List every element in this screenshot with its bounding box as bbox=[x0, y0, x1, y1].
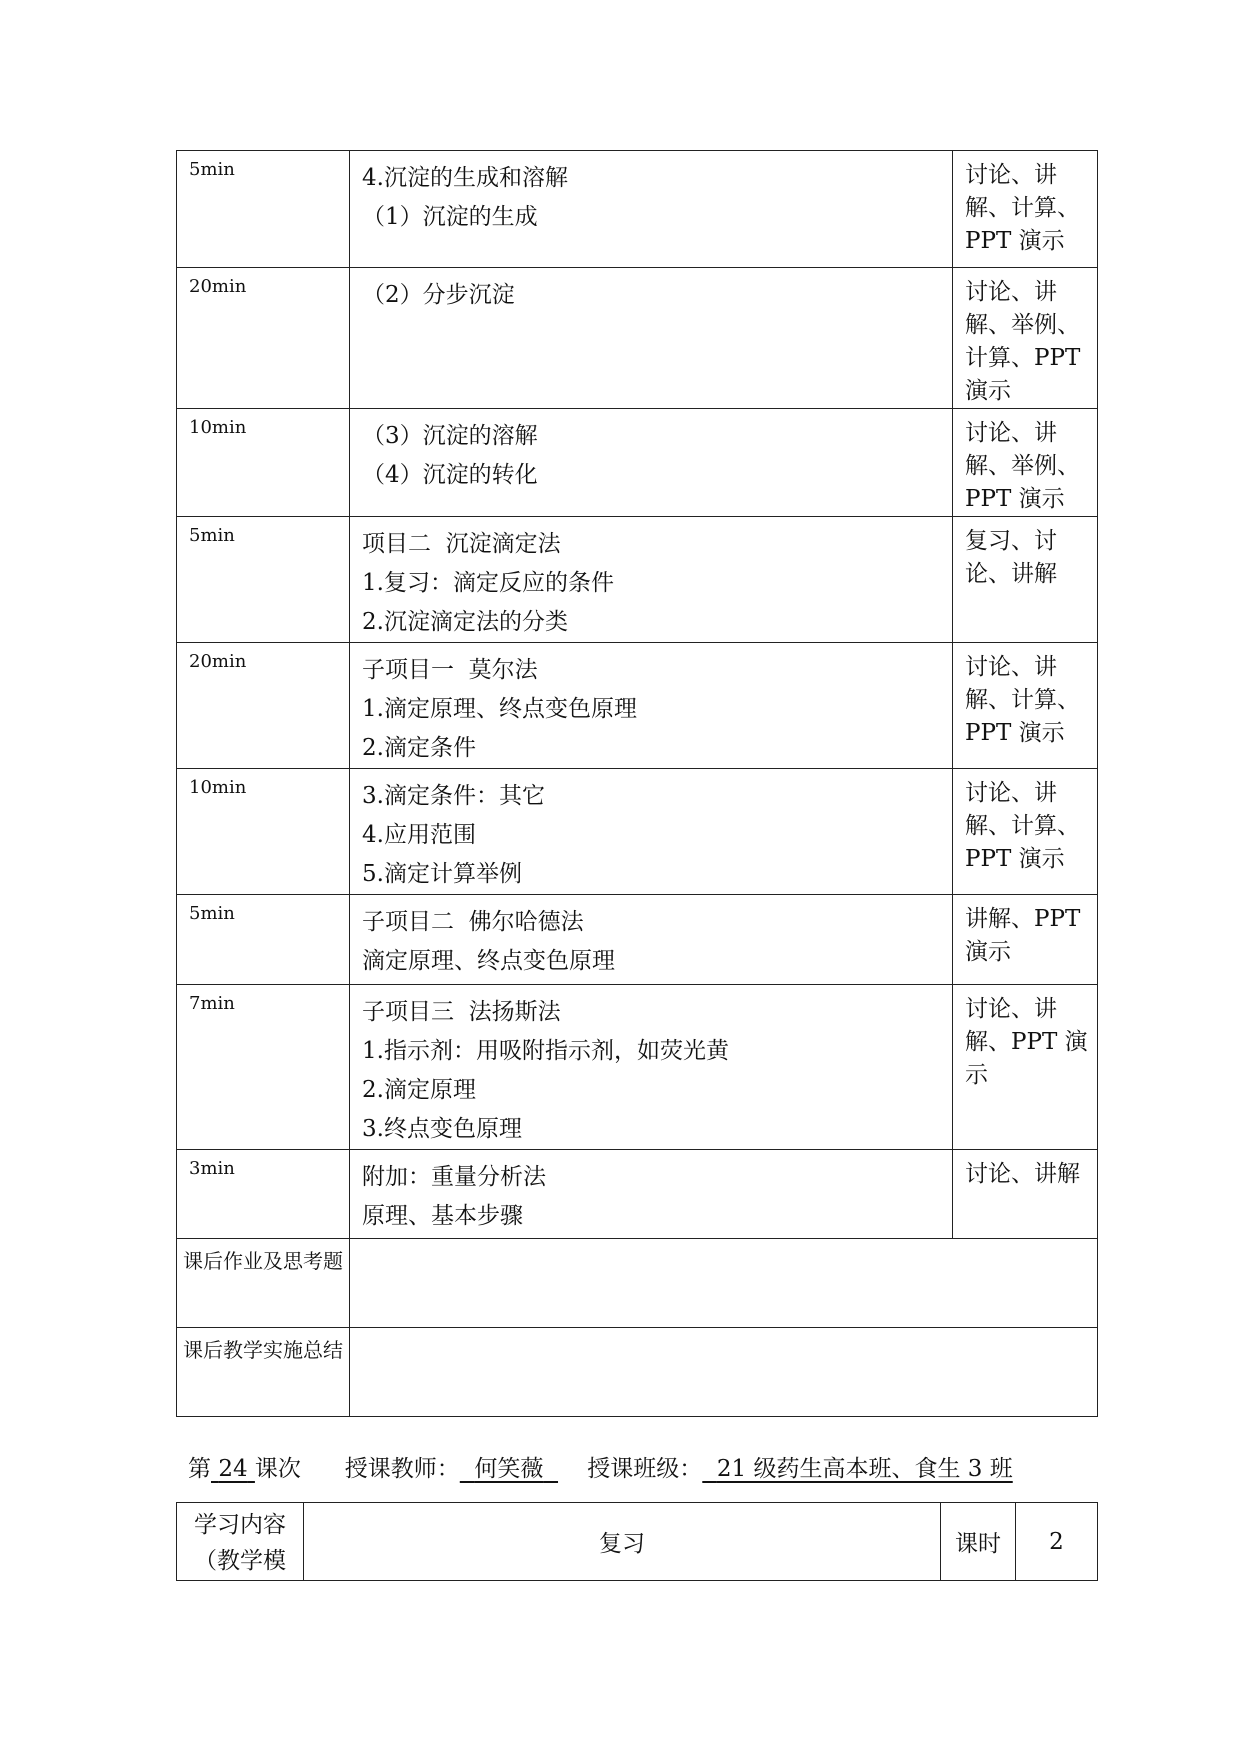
time-cell: 10min bbox=[177, 409, 350, 517]
table-row bbox=[177, 1503, 1098, 1581]
content-line: （1）沉淀的生成 bbox=[362, 204, 538, 230]
time-cell: 5min bbox=[177, 895, 350, 985]
class-label: 授课班级： bbox=[587, 1456, 703, 1482]
class-name: 21 级药生高本班、食生 3 班 bbox=[716, 1456, 1013, 1482]
homework-value[interactable] bbox=[350, 1239, 1098, 1328]
content-line: 1.指示剂：用吸附指示剂，如荧光黄 bbox=[362, 1038, 729, 1064]
table-row bbox=[177, 895, 1098, 985]
content-cell bbox=[350, 985, 953, 1150]
content-cell bbox=[350, 268, 953, 409]
lesson-header bbox=[188, 1450, 1013, 1483]
time-cell: 10min bbox=[177, 769, 350, 895]
time-cell: 5min bbox=[177, 517, 350, 643]
method-cell: 讨论、讲解、计算、PPT 演示 bbox=[953, 769, 1098, 895]
content-cell bbox=[350, 1150, 953, 1239]
content-cell bbox=[350, 643, 953, 769]
content-line: 2.滴定原理 bbox=[362, 1077, 476, 1103]
method-cell: 讨论、讲解、PPT 演示 bbox=[953, 985, 1098, 1150]
method-cell: 讨论、讲解、举例、PPT 演示 bbox=[953, 409, 1098, 517]
reflection-label: 课后教学实施总结 bbox=[177, 1328, 350, 1417]
content-line: 滴定原理、终点变色原理 bbox=[362, 948, 615, 974]
lesson-prefix: 第 bbox=[188, 1456, 211, 1482]
content-line: （4）沉淀的转化 bbox=[362, 462, 538, 488]
method-cell: 讨论、讲解、计算、PPT 演示 bbox=[953, 643, 1098, 769]
homework-row bbox=[177, 1239, 1098, 1328]
content-line: 子项目二 佛尔哈德法 bbox=[362, 909, 584, 935]
topic-value: 复习 bbox=[304, 1503, 941, 1581]
time-cell: 3min bbox=[177, 1150, 350, 1239]
content-line: （2）分步沉淀 bbox=[362, 282, 515, 308]
table-row bbox=[177, 985, 1098, 1150]
content-cell bbox=[350, 769, 953, 895]
table-row bbox=[177, 1150, 1098, 1239]
content-line: 3.终点变色原理 bbox=[362, 1116, 522, 1142]
table-row bbox=[177, 517, 1098, 643]
hours-label: 课时 bbox=[941, 1503, 1016, 1581]
method-cell: 讨论、讲解 bbox=[953, 1150, 1098, 1239]
content-line: 项目二 沉淀滴定法 bbox=[362, 531, 561, 557]
content-line: 3.滴定条件：其它 bbox=[362, 783, 545, 809]
method-cell: 复习、讨论、讲解 bbox=[953, 517, 1098, 643]
content-line: 原理、基本步骤 bbox=[362, 1203, 523, 1229]
content-line: 4.沉淀的生成和溶解 bbox=[362, 165, 568, 191]
table-row bbox=[177, 643, 1098, 769]
content-cell bbox=[350, 151, 953, 268]
content-line: 1.复习：滴定反应的条件 bbox=[362, 570, 614, 596]
reflection-row bbox=[177, 1328, 1098, 1417]
teacher-label: 授课教师： bbox=[344, 1456, 460, 1482]
time-cell: 7min bbox=[177, 985, 350, 1150]
content-cell bbox=[350, 409, 953, 517]
lesson-number: 24 bbox=[218, 1456, 248, 1482]
content-line: 4.应用范围 bbox=[362, 822, 476, 848]
content-line: 5.滴定计算举例 bbox=[362, 861, 522, 887]
content-cell bbox=[350, 517, 953, 643]
table-row bbox=[177, 268, 1098, 409]
content-line: 2.滴定条件 bbox=[362, 735, 476, 761]
lesson-summary-table bbox=[176, 1502, 1098, 1581]
time-cell: 20min bbox=[177, 643, 350, 769]
content-label: 学习内容（教学模 bbox=[177, 1503, 304, 1581]
homework-label: 课后作业及思考题 bbox=[177, 1239, 350, 1328]
time-cell: 20min bbox=[177, 268, 350, 409]
method-cell: 讨论、讲解、举例、计算、PPT 演示 bbox=[953, 268, 1098, 409]
content-line: 附加：重量分析法 bbox=[362, 1164, 546, 1190]
lesson-suffix: 课次 bbox=[254, 1456, 301, 1482]
table-row bbox=[177, 151, 1098, 268]
content-line: 1.滴定原理、终点变色原理 bbox=[362, 696, 637, 722]
lesson-plan-table bbox=[176, 150, 1098, 1417]
teacher-name: 何笑薇 bbox=[474, 1456, 544, 1482]
table-row bbox=[177, 409, 1098, 517]
content-line: 2.沉淀滴定法的分类 bbox=[362, 609, 568, 635]
method-cell: 讨论、讲解、计算、PPT 演示 bbox=[953, 151, 1098, 268]
content-cell bbox=[350, 895, 953, 985]
method-cell: 讲解、PPT 演示 bbox=[953, 895, 1098, 985]
hours-value: 2 bbox=[1016, 1503, 1098, 1581]
content-line: 子项目三 法扬斯法 bbox=[362, 999, 561, 1025]
content-line: 子项目一 莫尔法 bbox=[362, 657, 538, 683]
reflection-value[interactable] bbox=[350, 1328, 1098, 1417]
time-cell: 5min bbox=[177, 151, 350, 268]
content-line: （3）沉淀的溶解 bbox=[362, 423, 538, 449]
table-row bbox=[177, 769, 1098, 895]
